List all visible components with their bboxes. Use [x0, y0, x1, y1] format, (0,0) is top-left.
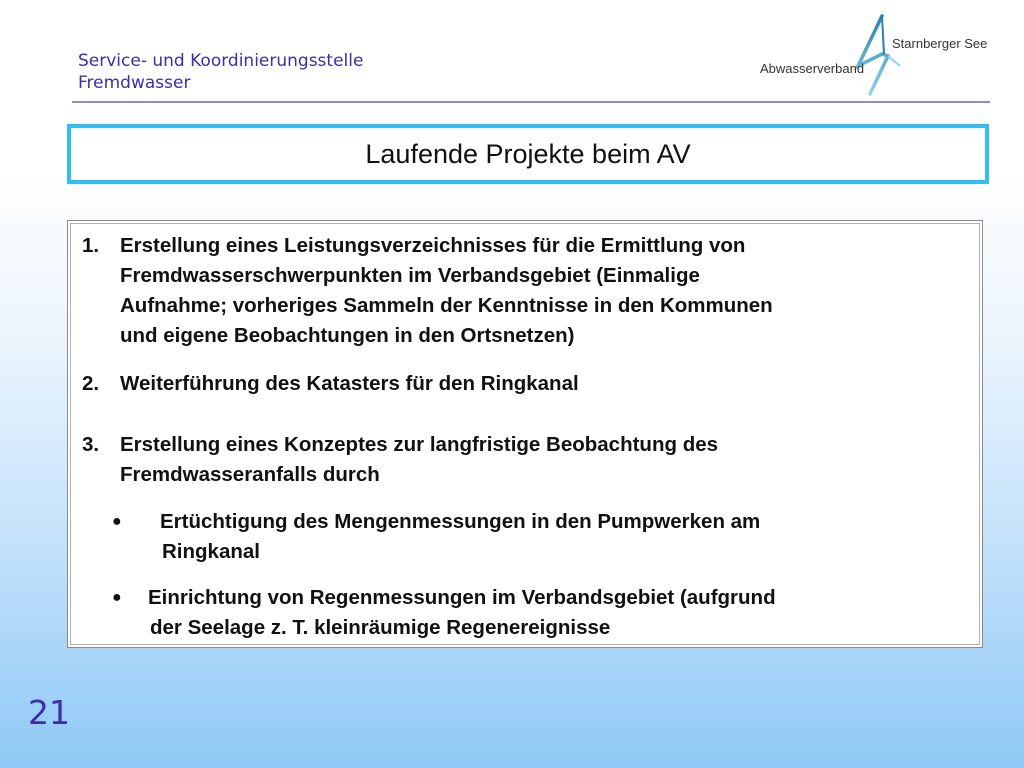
- logo-name: Starnberger See: [892, 36, 988, 51]
- list-item-number: 1.: [82, 234, 100, 257]
- list-item-line: Weiterführung des Katasters für den Ringkanal: [120, 372, 579, 395]
- list-item-number: 2.: [82, 372, 100, 395]
- header-divider: [72, 101, 990, 103]
- sub-item-line: der Seelage z. T. kleinräumige Regenereignisse: [150, 616, 611, 639]
- page-number: 21: [28, 693, 70, 732]
- list-item-line: Aufnahme; vorheriges Sammeln der Kenntnisse in den Kommunen: [120, 294, 773, 317]
- list-item-line: Fremdwasseranfalls durch: [120, 463, 380, 486]
- header-title: [78, 50, 363, 94]
- bullet-icon: ●: [112, 589, 122, 606]
- header-title-line1: Service- und Koordinierungsstelle: [78, 51, 364, 71]
- logo: [760, 14, 990, 98]
- logo-org: Abwasserverband: [760, 61, 865, 76]
- sub-item-line: Einrichtung von Regenmessungen im Verbandsgebiet (aufgrund: [148, 586, 776, 609]
- list-item-line: Erstellung eines Leistungsverzeichnisses für die Ermittlung von: [120, 234, 746, 257]
- header-title-line2: Fremdwasser: [78, 73, 191, 93]
- list-item-line: Erstellung eines Konzeptes zur langfristige Beobachtung des: [120, 433, 719, 456]
- sub-item-line: Ringkanal: [162, 540, 260, 563]
- sub-item-line: Ertüchtigung des Mengenmessungen in den Pumpwerken am: [160, 510, 761, 533]
- content-box: [67, 220, 983, 648]
- lightning-mark-icon: [848, 14, 904, 98]
- slide-title-box: [67, 124, 989, 184]
- list-item-number: 3.: [82, 433, 100, 456]
- bullet-icon: ●: [112, 513, 122, 530]
- list-item-line: Fremdwasserschwerpunkten im Verbandsgebiet (Einmalige: [120, 264, 700, 287]
- slide-title: Laufende Projekte beim AV: [365, 138, 691, 169]
- list-item-line: und eigene Beobachtungen in den Ortsnetzen): [120, 324, 575, 347]
